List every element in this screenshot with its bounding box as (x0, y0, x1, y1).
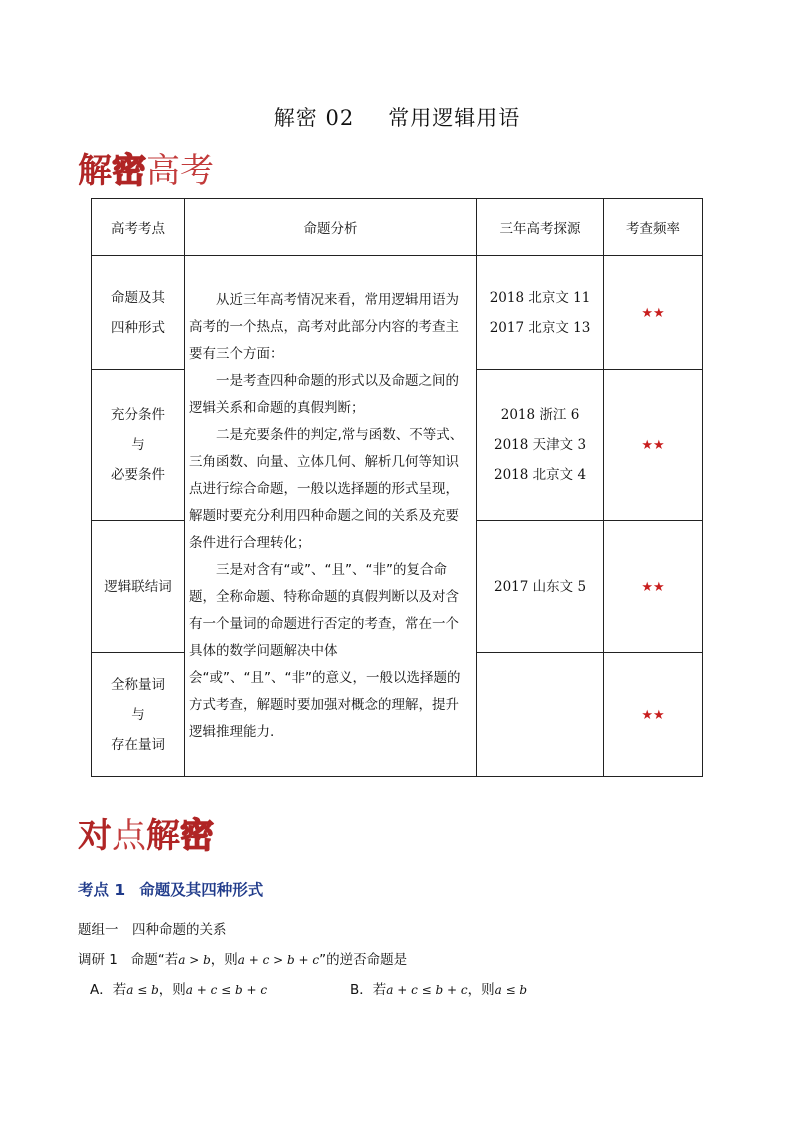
source-line: 2018 北京文 11 (489, 289, 591, 306)
page-title (0, 102, 794, 132)
header-cell: 高考考点 (92, 199, 185, 256)
topic-line: 命题及其 (110, 289, 165, 306)
title-code: 解密 02 (273, 106, 355, 130)
option-a (90, 978, 267, 998)
source-cell (477, 653, 604, 777)
banner-duidian-jiemi (78, 815, 214, 855)
star-rating: ★★ (641, 438, 665, 453)
exam-analysis-table (91, 198, 703, 777)
math-expression: a > b (178, 953, 211, 967)
banner-char: 解 (146, 816, 180, 856)
math-expression: a + c ≤ b + c (185, 983, 268, 997)
topic-line: 与 (131, 437, 145, 453)
frequency-cell (603, 521, 702, 653)
math-expression: a + c > b + c (237, 953, 320, 967)
question-text: 命题“若 (130, 952, 179, 968)
banner-jiemi-gaokao (78, 150, 214, 190)
option-label: A．若 (90, 982, 127, 998)
topic-line: 全称量词 (110, 676, 165, 693)
math-expression: a ≤ b (494, 983, 528, 997)
star-rating: ★★ (641, 707, 665, 723)
option-text: ，则 (467, 982, 495, 998)
option-b (350, 978, 527, 998)
banner-char: 解 (78, 151, 112, 191)
topic-line: 存在量词 (110, 736, 165, 753)
math-expression: a + c ≤ b + c (386, 983, 468, 997)
banner-char: 对 (78, 816, 112, 856)
title-text: 常用逻辑用语 (388, 106, 521, 130)
header-cell: 考查频率 (603, 199, 702, 256)
star-rating: ★★ (641, 579, 665, 595)
source-line: 2018 北京文 4 (494, 467, 587, 483)
topic-cell (92, 521, 185, 653)
table-row (92, 256, 703, 370)
source-cell (477, 370, 604, 521)
frequency-cell (603, 370, 702, 521)
banner-char: 密 (112, 151, 146, 191)
header-cell: 命题分析 (184, 199, 476, 256)
question-stem (78, 948, 407, 968)
topic-line: 四种形式 (110, 319, 165, 336)
math-expression: a ≤ b (126, 983, 159, 997)
frequency-cell (603, 653, 702, 777)
option-label: B．若 (350, 982, 387, 998)
banner-char: 考 (180, 151, 214, 191)
frequency-cell (603, 256, 702, 370)
topic-line: 与 (131, 706, 145, 723)
source-line: 2018 浙江 6 (500, 407, 580, 423)
source-cell (477, 256, 604, 370)
question-text: ，则 (210, 952, 238, 968)
topic-cell (92, 653, 185, 777)
table-header-row (92, 199, 703, 256)
question-label: 调研 1 (78, 952, 118, 968)
banner-char: 点 (112, 816, 146, 856)
topic-line: 逻辑联结词 (104, 578, 172, 595)
kp-label: 考点 1 (78, 881, 126, 899)
topic-cell (92, 370, 185, 521)
topic-line: 必要条件 (110, 467, 165, 483)
analysis-paragraph: 二是充要条件的判定,常与函数、不等式、三角函数、向量、立体几何、解析几何等知识点进行综合命题，一般以选择题的形式呈现，解题时要充分利用四种命题之间的关系及充要条件进行合理转化； (188, 426, 464, 551)
source-line: 2017 山东文 5 (494, 578, 587, 595)
analysis-paragraph: 从近三年高考情况来看，常用逻辑用语为高考的一个热点，高考对此部分内容的考查主要有三个方面： (188, 291, 459, 362)
topic-cell (92, 256, 185, 370)
banner-char: 密 (180, 816, 214, 856)
analysis-paragraph: 一是考查四种命题的形式以及命题之间的逻辑关系和命题的真假判断； (188, 372, 459, 416)
analysis-cell (184, 256, 476, 777)
source-line: 2018 天津文 3 (494, 437, 587, 453)
question-group-label: 题组一 四种命题的关系 (78, 922, 227, 938)
banner-char: 高 (146, 151, 180, 191)
star-rating: ★★ (641, 305, 665, 321)
knowledge-point-heading (78, 878, 263, 900)
source-line: 2017 北京文 13 (489, 319, 591, 336)
kp-title: 命题及其四种形式 (139, 881, 264, 899)
header-cell: 三年高考探源 (477, 199, 604, 256)
analysis-paragraph: 三是对含有“或”、“且”、“非”的复合命题，全称命题、特称命题的真假判断以及对含有一个量词的命题进行否定的考查，常在一个具体的数学问题解决中体会“或”、“且”、“非”的意义，一般以选择题的方式考查，解题时要加强对概念的理解，提升逻辑推理能力. (188, 561, 461, 740)
source-cell (477, 521, 604, 653)
question-text: ”的逆否命题是 (319, 952, 408, 968)
topic-line: 充分条件 (110, 407, 165, 423)
option-text: ，则 (158, 982, 186, 998)
